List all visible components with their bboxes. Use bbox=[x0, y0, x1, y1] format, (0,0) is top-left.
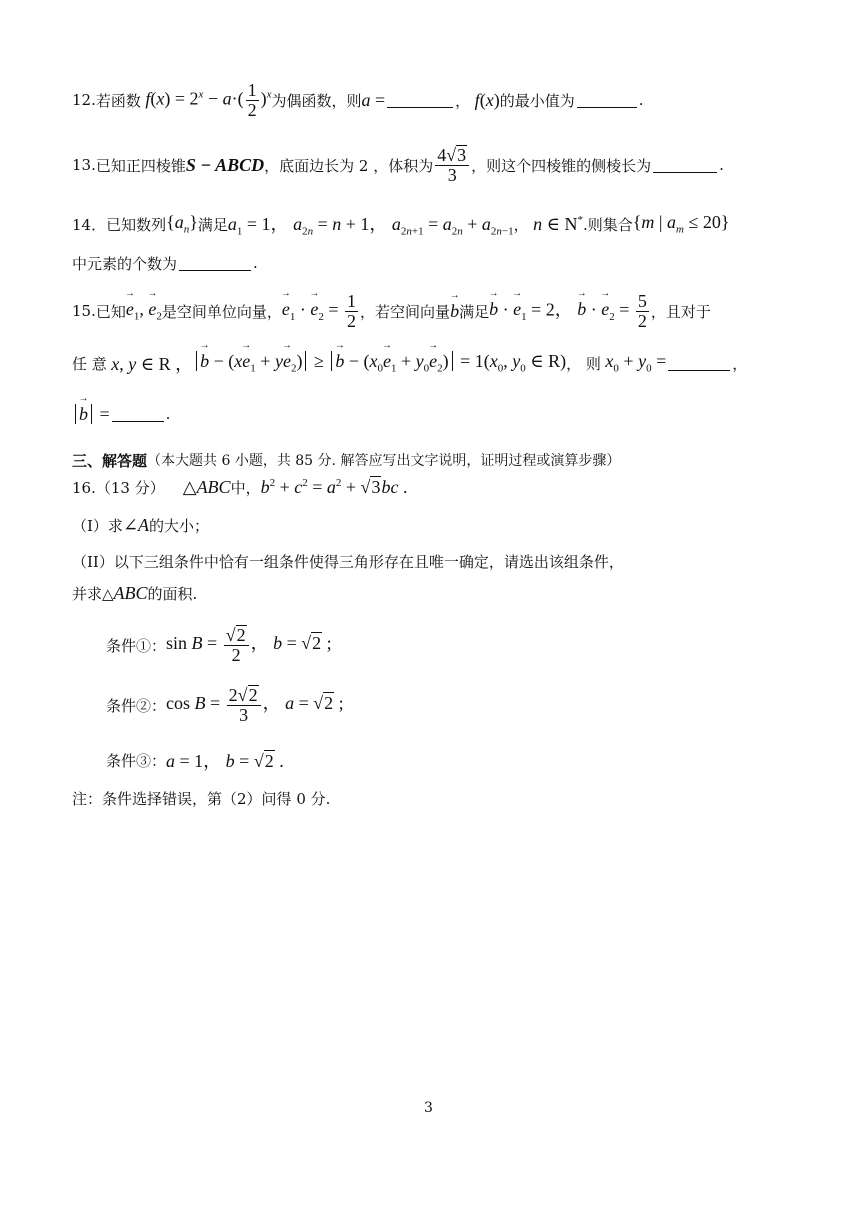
section-title: 三、解答题 bbox=[72, 451, 148, 470]
set-expression: {m | $a_m \le 20$} bbox=[632, 212, 730, 236]
answer-blank[interactable] bbox=[112, 407, 164, 422]
condition-3: 条件③： a = 1， b = √ 2 . bbox=[106, 751, 284, 771]
question-14-line2: 中元素的个数为 . bbox=[72, 254, 258, 273]
function-expression: $f(x) = 2^x - a\cdot$( $\frac{1}{2}$ )$^x$ bbox=[145, 79, 272, 120]
section-heading bbox=[72, 449, 620, 471]
condition-note: 注：条件选择错误，第（2）问得 0 分. bbox=[72, 789, 331, 808]
condition-1: 条件①： sin B = √ 2 2 ， b = √ 2 ; bbox=[106, 625, 332, 665]
cosine-relation: $b^2 + c^2 = a^2$ + √ 3 bc . bbox=[260, 477, 408, 497]
page-number: 3 bbox=[424, 1100, 433, 1116]
question-16-part2-line2: 并求△ ABC 的面积. bbox=[72, 582, 198, 603]
answer-blank[interactable] bbox=[577, 93, 637, 108]
question-16-part2: （II）以下三组条件中恰有一组条件使得三角形存在且唯一确定，请选出该组条件， bbox=[72, 552, 624, 571]
condition-2: 条件②： cos B = 2√ 2 3 ， a = √ 2 ; bbox=[106, 685, 344, 725]
sequence-conditions: $a_1 = 1$， $a_{2n} = n + 1$， $a_{2n+1} = a_{2n} + a_{2n-1}$ bbox=[227, 214, 514, 238]
question-14: 14． 已知数列 $\{a_n\}$ 满足 $a_1 = 1$， $a_{2n} = n + 1$， $a_{2n+1} = a_{2n} + a_{2n-1}$ ， n ∈ N* .则集合 {m | $a_m \le 20$} bbox=[72, 212, 730, 238]
question-number: 15. bbox=[72, 302, 96, 320]
question-15-line3: → b = . bbox=[72, 397, 170, 431]
question-16: 16.（13 分） △ABC 中， $b^2 + c^2 = a^2$ + √ 3 bc . bbox=[72, 476, 408, 497]
question-number: 13. bbox=[72, 156, 96, 174]
question-13: 13. 已知正四棱锥 S − ABCD ，底面边长为 2 ，体积为 4√ 3 3 ，则这个四棱锥的侧棱长为 . bbox=[72, 145, 724, 185]
inequality-expression: → $b - (x\to e_1 + y\to e_2)$ ≥ → $b - (x_0\to e_1 + y_0\to e_2) = 1(x_0$, $y_0$ ∈ R) bbox=[193, 351, 566, 375]
question-15-line2: 任 意 x, y ∈ R ， → $b - (x\to e_1 + y\to e_2)$ ≥ → $b - (x_0\to e_1 + y_0\to e_2) = 1(x_0$, $y_0$ ∈ R) ， 则 $x_0 + y_0$ = ， bbox=[72, 345, 747, 381]
question-15: 15. 已知 → $e_1$, → $e_2$ 是空间单位向量， → $e_1$ · → $e_2$ = $\frac{1}{2}$ ，若空间向量 → b 满足 → b · → $e_1 = 2$， → b · → $e_2$ = $\frac{5}{2}$ ，且对于 bbox=[72, 286, 711, 336]
section-note: （本大题共 6 小题，共 85 分. 解答应写出文字说明，证明过程或演算步骤） bbox=[147, 453, 621, 469]
question-number: 14． bbox=[72, 215, 107, 234]
answer-blank[interactable] bbox=[668, 356, 730, 371]
answer-blank[interactable] bbox=[387, 93, 453, 108]
question-16-part1: （I）求 ∠A 的大小； bbox=[72, 514, 210, 535]
answer-blank[interactable] bbox=[179, 256, 251, 271]
question-number: 16.（13 分） bbox=[72, 478, 165, 497]
question-number: 12. bbox=[72, 91, 96, 109]
answer-blank[interactable] bbox=[653, 158, 717, 173]
question-12: 12. 若函数 $f(x) = 2^x - a\cdot$( $\frac{1}{2}$ )$^x$ 为偶函数，则 a = ， f(x) 的最小值为 . bbox=[72, 79, 644, 120]
pyramid-name: S − ABCD bbox=[185, 154, 265, 175]
volume-fraction: 4√ 3 3 bbox=[433, 145, 471, 185]
